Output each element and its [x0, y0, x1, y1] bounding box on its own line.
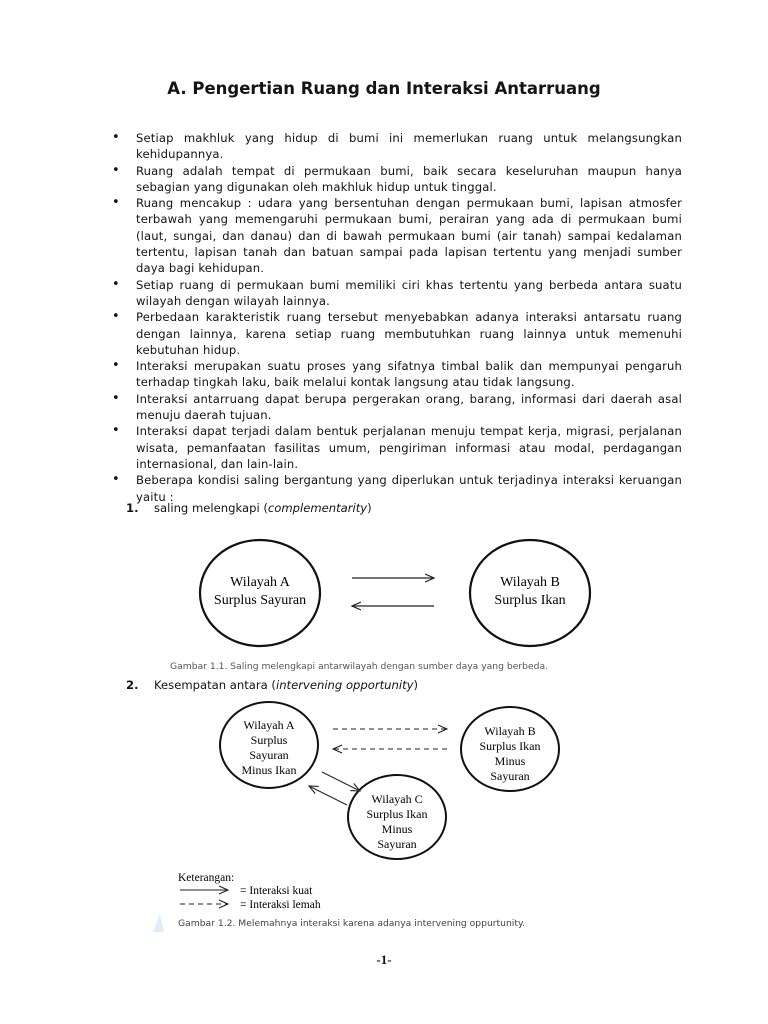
region-a-line: Minus Ikan [241, 763, 297, 777]
item-number: 2. [126, 678, 139, 692]
region-b-label: Wilayah B [500, 575, 560, 590]
page-title: A. Pengertian Ruang dan Interaksi Antarruang [167, 79, 601, 98]
strong-arrow-a-to-c [322, 772, 360, 791]
bullet-item: • Interaksi antarruang dapat berupa pergerakan orang, barang, informasi dari daerah asal menuju daerah tujuan. [110, 391, 682, 424]
item-text: Kesempatan antara ( [154, 678, 276, 692]
region-a-sublabel: Surplus Sayuran [213, 593, 307, 608]
bullet-item: • Perbedaan karakteristik ruang tersebut menyebabkan adanya interaksi antarsatu ruang dengan lainnya, karena setiap ruang membutuhkan ruang lainnya untuk memenuhi kebutuhan hidup. [110, 309, 682, 358]
region-b-sublabel: Surplus Ikan [494, 593, 566, 608]
legend-title: Keterangan: [178, 872, 235, 884]
item-term: complementarity [267, 501, 368, 515]
legend-weak-label: = Interaksi lemah [240, 899, 321, 911]
page-number: -1- [376, 952, 392, 967]
item-close: ) [413, 678, 419, 692]
region-c-line: Wilayah C [371, 792, 423, 806]
bullet-item: • Beberapa kondisi saling bergantung yang diperlukan untuk terjadinya interaksi keruangan yaitu : [110, 472, 682, 505]
region-a-line: Wilayah A [243, 718, 295, 732]
region-b-line: Minus [494, 754, 526, 768]
bullet-item: • Ruang mencakup : udara yang bersentuhan dengan permukaan bumi, lapisan atmosfer terbawah yang memengaruhi permukaan bumi, perairan yang ada di permukaan bumi (laut, sungai, dan danau) dan di bawah permukaan bumi (air tanah) sampai kedalaman tertentu, lapisan tanah dan batuan sampai pada lapisan tertentu yang menjadi sumber daya bagi kehidupan. [110, 195, 682, 276]
bullet-item: • Ruang adalah tempat di permukaan bumi, baik secara keseluruhan maupun hanya sebagian yang digunakan oleh makhluk hidup untuk tinggal. [110, 163, 682, 196]
region-a-line: Sayuran [249, 748, 289, 762]
bullet-item: • Interaksi merupakan suatu proses yang sifatnya timbal balik dan mempunyai pengaruh terhadap tingkah laku, baik melalui kontak langsung atau tidak langsung. [110, 358, 682, 391]
region-c-line: Sayuran [377, 837, 417, 851]
bullet-item: • Setiap ruang di permukaan bumi memiliki ciri khas tertentu yang berbeda antara suatu wilayah dengan wilayah lainnya. [110, 277, 682, 310]
item-number: 1. [126, 501, 139, 515]
region-b-line: Surplus Ikan [479, 739, 541, 753]
region-b-line: Sayuran [490, 769, 530, 783]
figure-2-caption: Gambar 1.2. Melemahnya interaksi karena adanya intervening oppurtunity. [178, 918, 526, 929]
region-c-line: Surplus Ikan [366, 807, 428, 821]
legend-strong-label: = Interaksi kuat [240, 885, 313, 897]
bullet-item: • Setiap makhluk yang hidup di bumi ini memerlukan ruang untuk melangsungkan kehidupannya. [110, 130, 682, 163]
bullet-list [110, 130, 682, 505]
strong-arrow-c-to-a [309, 786, 347, 805]
region-b-line: Wilayah B [484, 724, 536, 738]
item-text: saling melengkapi ( [154, 501, 268, 515]
figure-1-caption: Gambar 1.1. Saling melengkapi antarwilayah dengan sumber daya yang berbeda. [170, 661, 549, 672]
region-c-line: Minus [381, 822, 413, 836]
item-close: ) [367, 501, 372, 515]
figure-intervening-opportunity [0, 700, 768, 940]
region-a-label: Wilayah A [230, 575, 290, 590]
numbered-item-1 [126, 501, 372, 515]
numbered-item-2 [126, 678, 418, 692]
region-a-line: Surplus [250, 733, 288, 747]
item-term: intervening opportunity [275, 678, 414, 692]
corner-decoration [153, 914, 164, 932]
figure-complementarity [0, 520, 768, 680]
bullet-item: • Interaksi dapat terjadi dalam bentuk perjalanan menuju tempat kerja, migrasi, perjalanan wisata, pemanfaatan fasilitas umum, pengiriman informasi atau modal, perdagangan internasional, dan lain-lain. [110, 423, 682, 472]
